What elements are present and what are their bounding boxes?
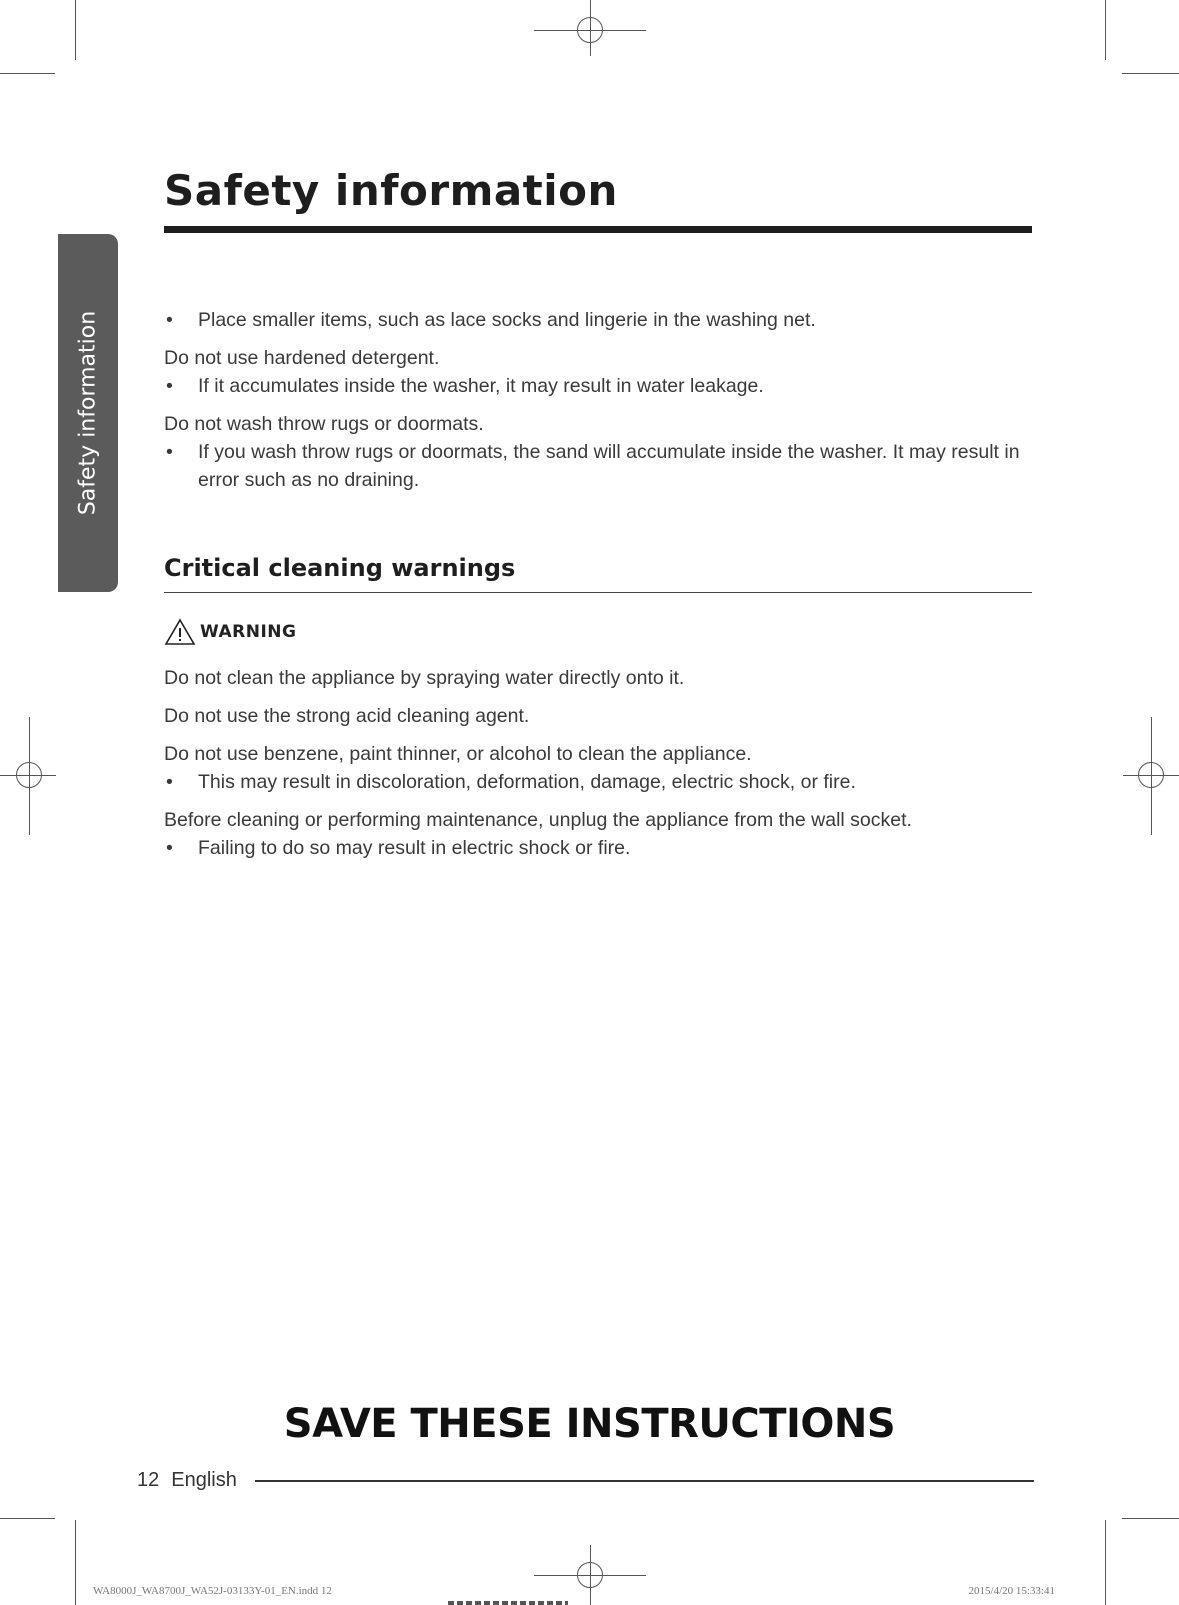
statement-line — [164, 806, 1032, 834]
item-text: Place smaller items, such as lace socks and lingerie in the washing net. — [198, 309, 816, 331]
color-bar — [448, 1601, 568, 1605]
crop-mark — [1105, 0, 1106, 60]
bullet-icon: • — [166, 375, 173, 397]
spacer — [164, 692, 1032, 702]
crop-mark — [75, 1520, 76, 1605]
item-text: Do not use hardened detergent. — [164, 347, 440, 369]
statement-line — [164, 344, 1032, 372]
crop-mark — [0, 73, 55, 74]
statement-line — [164, 740, 1032, 768]
registration-circle — [1138, 762, 1164, 788]
save-instructions: SAVE THESE INSTRUCTIONS — [283, 1401, 896, 1447]
warning-list — [164, 664, 1032, 862]
statement-line — [164, 702, 1032, 730]
bullet-icon: • — [166, 837, 173, 859]
crop-mark — [75, 0, 76, 60]
crop-mark — [1122, 1518, 1179, 1519]
statement-line — [164, 664, 1032, 692]
registration-circle — [577, 1562, 603, 1588]
bullet-icon: • — [166, 771, 173, 793]
page-title: Safety information — [164, 166, 618, 215]
statement-line — [164, 410, 1032, 438]
spacer — [164, 400, 1032, 410]
bullet-item — [164, 768, 1032, 796]
item-text: Do not clean the appliance by spraying water directly onto it. — [164, 667, 685, 689]
spacer — [164, 796, 1032, 806]
item-text: If you wash throw rugs or doormats, the sand will accumulate inside the washer. It may result in error such as no draining. — [198, 441, 1020, 491]
item-text: If it accumulates inside the washer, it may result in water leakage. — [198, 375, 764, 397]
item-text: Do not use benzene, paint thinner, or alcohol to clean the appliance. — [164, 743, 752, 765]
crop-mark — [0, 1518, 55, 1519]
bullet-item — [164, 306, 1032, 334]
crop-mark — [1105, 1520, 1106, 1605]
page-footer — [137, 1469, 1034, 1492]
item-text: Before cleaning or performing maintenance, unplug the appliance from the wall socket. — [164, 809, 912, 831]
crop-mark — [1122, 73, 1179, 74]
section-rule — [164, 592, 1032, 593]
bullet-icon: • — [166, 309, 173, 331]
registration-circle — [16, 762, 42, 788]
item-text: This may result in discoloration, deformation, damage, electric shock, or fire. — [198, 771, 856, 793]
registration-circle — [577, 17, 603, 43]
warning-callout — [164, 618, 296, 646]
title-rule — [164, 226, 1032, 233]
print-slug-file: WA8000J_WA8700J_WA52J-03133Y-01_EN.indd 12 — [93, 1585, 332, 1597]
item-text: Do not wash throw rugs or doormats. — [164, 413, 484, 435]
intro-list — [164, 306, 1032, 494]
bullet-item — [164, 372, 1032, 400]
page-language: English — [171, 1469, 237, 1491]
section-heading: Critical cleaning warnings — [164, 554, 516, 582]
spacer — [164, 730, 1032, 740]
page-number: 12 — [137, 1469, 160, 1491]
side-tab-label: Safety information — [75, 310, 101, 516]
spacer — [164, 334, 1032, 344]
print-slug-date: 2015/4/20 15:33:41 — [968, 1585, 1055, 1597]
bullet-item — [164, 438, 1032, 494]
warning-triangle-icon — [164, 618, 196, 646]
item-text: Failing to do so may result in electric shock or fire. — [198, 837, 631, 859]
bullet-icon: • — [166, 441, 173, 463]
warning-label: WARNING — [200, 622, 297, 642]
bullet-item — [164, 834, 1032, 862]
item-text: Do not use the strong acid cleaning agent. — [164, 705, 530, 727]
footer-rule — [255, 1480, 1034, 1482]
